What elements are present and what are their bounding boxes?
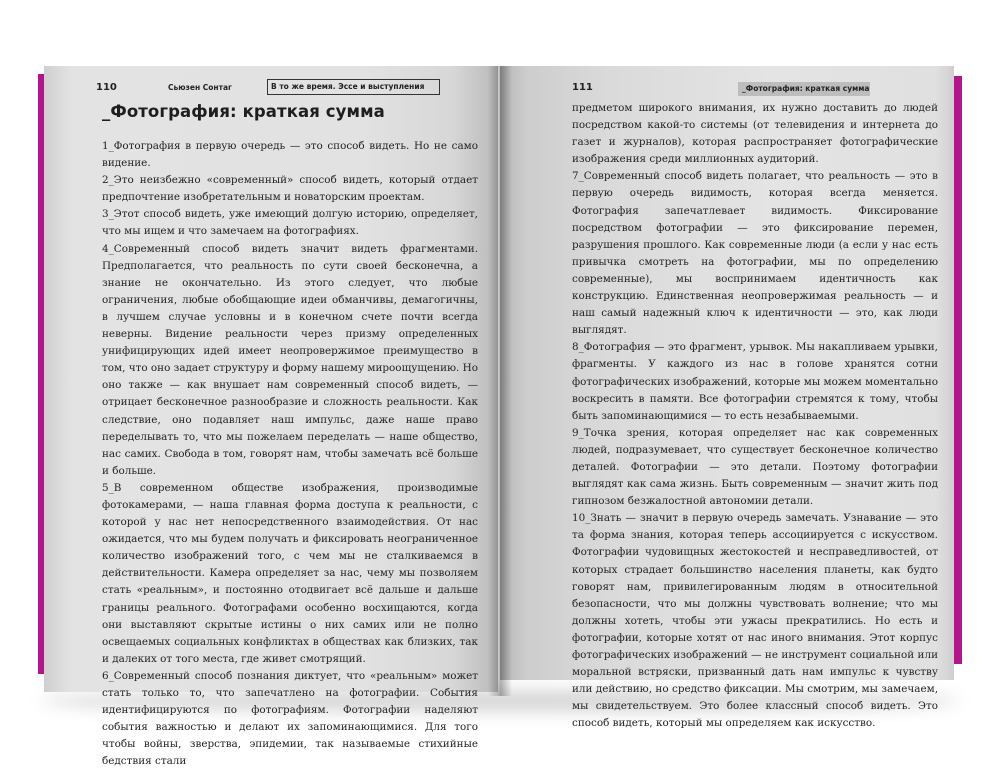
- paragraph: 4_Современный способ видеть значит видеть фрагментами. Предполагается, что реальность по сути своей бесконечна, а знание не окончательно. Из этого следует, что любые ограничения, любые обобщающие идеи обманчивы, демагогичны, в лучшем случае условны и в конечном счете почти всегда неверны. Видение реальности через призму определенных унифицирующих идей имеет неопровержимое преимущество в том, что оно задает структуру и форму нашему мироощущению. Но оно также — как внушает нам современный способ видеть, — отрицает бесконечное разнообразие и сложность реальности. Как следствие, оно подавляет наш импульс, даже наше право переделывать то, что мы пожелаем переделать — наше общество, нас самих. Свобода в том, говорят нам, чтобы замечать всё больше и больше.: [102, 242, 478, 477]
- left-page-number: 110: [96, 82, 117, 93]
- paragraph: 6_Современный способ познания диктует, что «реальным» может стать только то, что запечатлено на фотографии. События идентифицируются по фотографиям. Фотографии наделяют события важностью и делают их запоминающимися. Для того чтобы войны, зверства, эпидемии, так называемые стихийные бедствия стали: [102, 669, 478, 768]
- paragraph: предметом широкого внимания, их нужно доставить до людей посредством какой-то системы (от телевидения и интернета до газет и журналов), которая распространяет фотографические изображения среди миллионных аудиторий.: [572, 102, 938, 166]
- book-gutter: [488, 66, 512, 696]
- paragraph: 1_Фотография в первую очередь — это способ видеть. Но не само видение.: [102, 140, 478, 170]
- paragraph: 3_Этот способ видеть, уже имеющий долгую историю, определяет, что мы ищем и что замечаем на фотографиях.: [102, 208, 478, 238]
- right-page-body: [572, 100, 938, 732]
- left-page-body: [102, 138, 478, 770]
- right-page: [500, 66, 954, 730]
- left-page: [44, 66, 498, 768]
- running-head-book-title: В то же время. Эссе и выступления: [267, 79, 440, 95]
- paragraph: 2_Это неизбежно «современный» способ видеть, который отдает предпочтение изобретательным и новаторским проектам.: [102, 174, 478, 204]
- right-page-number: 111: [572, 82, 593, 93]
- running-head-author: Сьюзен Сонтаг: [168, 83, 232, 92]
- paragraph: 8_Фотография — это фрагмент, урывок. Мы накапливаем урывки, фрагменты. У каждого из нас в голове хранятся сотни фотографических изображений, которые мы можем моментально воскресить в памяти. Все фотографии стремятся к тому, чтобы быть запоминающимися — то есть незабываемыми.: [572, 341, 938, 422]
- paragraph: 9_Точка зрения, которая определяет нас как современных людей, подразумевает, что существует бесконечное количество деталей. Фотографии — это детали. Поэтому фотографии выглядят как сама жизнь. Быть современным — значит жить под гипнозом безжалостной автономии детали.: [572, 426, 938, 508]
- paragraph: 7_Современный способ видеть полагает, что реальность — это в первую очередь видимость, которая всегда меняется. Фотография запечатлевает видимость. Фиксирование посредством фотографии — это фиксирование перемен, разрушения прошлого. Как современные люди (а если у нас есть привычка смотреть на фотографии, мы по определению современные), мы воспринимаем идентичность как конструкцию. Единственная неопровержимая реальность — и наш самый надежный ключ к идентичности — это, как люди выглядят.: [572, 170, 938, 337]
- paragraph: 10_Знать — значит в первую очередь замечать. Узнавание — это та форма знания, которая теперь ассоциируется с искусством. Фотографии чудовищных жестокостей и несправедливостей, от которых страдает большинство населения планеты, как будто говорят нам, привилегированным людям в относительной безопасности, что мы должны чувствовать волнение; что мы должны хотеть, чтобы эти ужасы прекратились. Но есть и фотографии, которые хотят от нас иного внимания. Этот корпус фотографических изображений — не инструмент социальной или моральной встряски, призванный дать нам импульс к чувству или действию, но средство фиксации. Мы смотрим, мы замечаем, мы свидетельствуем. Это более классный способ видеть. Это способ видеть, который мы определяем как искусство.: [572, 512, 938, 730]
- running-head-section: _Фотография: краткая сумма: [738, 82, 870, 96]
- chapter-title: _Фотография: краткая сумма: [102, 102, 385, 121]
- paragraph: 5_В современном обществе изображения, производимые фотокамерами, — наша главная форма доступа к реальности, с которой у нас нет непосредственного взаимодействия. От нас ожидается, что мы будем получать и фиксировать неограниченное количество изображений того, с чем мы не сталкиваемся в действительности. Камера определяет за нас, чему мы позволяем стать «реальным», и постоянно отодвигает всё дальше и дальше границы реального. Фотографами особенно восхищаются, когда они выставляют скрытые истины о них самих или не полно освещаемых социальных конфликтах в обществах как близких, так и далеких от того места, где живет смотрящий.: [102, 481, 478, 665]
